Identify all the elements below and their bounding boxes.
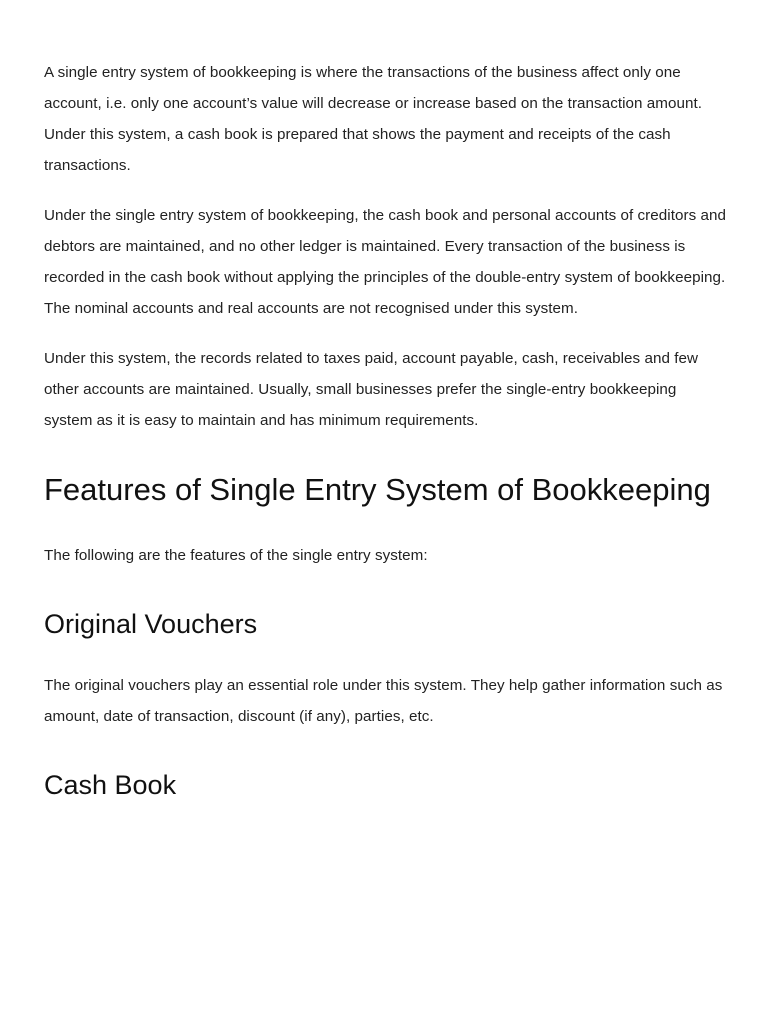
- article-body: [44, 57, 728, 831]
- original-vouchers-heading: Original Vouchers: [44, 609, 258, 639]
- intro-paragraph-1: A single entry system of bookkeeping is where the transactions of the business affect only one account, i.e. only one account’s value will decrease or increase based on the transaction amount. Under this system, a cash book is prepared that shows the payment and receipts of the cash transactions.: [44, 64, 703, 174]
- intro-paragraph-2: Under the single entry system of bookkeeping, the cash book and personal accounts of creditors and debtors are maintained, and no other ledger is maintained. Every transaction of the business is recorded in the cash book without applying the principles of the double-entry system of bookkeeping. The nominal accounts and real accounts are not recognised under this system.: [44, 207, 726, 317]
- features-heading: Features of Single Entry System of Bookkeeping: [44, 472, 711, 507]
- features-intro: The following are the features of the single entry system:: [44, 547, 428, 564]
- intro-paragraph-3: Under this system, the records related to taxes paid, account payable, cash, receivables and few other accounts are maintained. Usually, small businesses prefer the single-entry bookkeeping system as it is easy to maintain and has minimum requirements.: [44, 350, 698, 429]
- original-vouchers-paragraph: The original vouchers play an essential role under this system. They help gather information such as amount, date of transaction, discount (if any), parties, etc.: [44, 677, 723, 725]
- cash-book-heading: Cash Book: [44, 770, 177, 800]
